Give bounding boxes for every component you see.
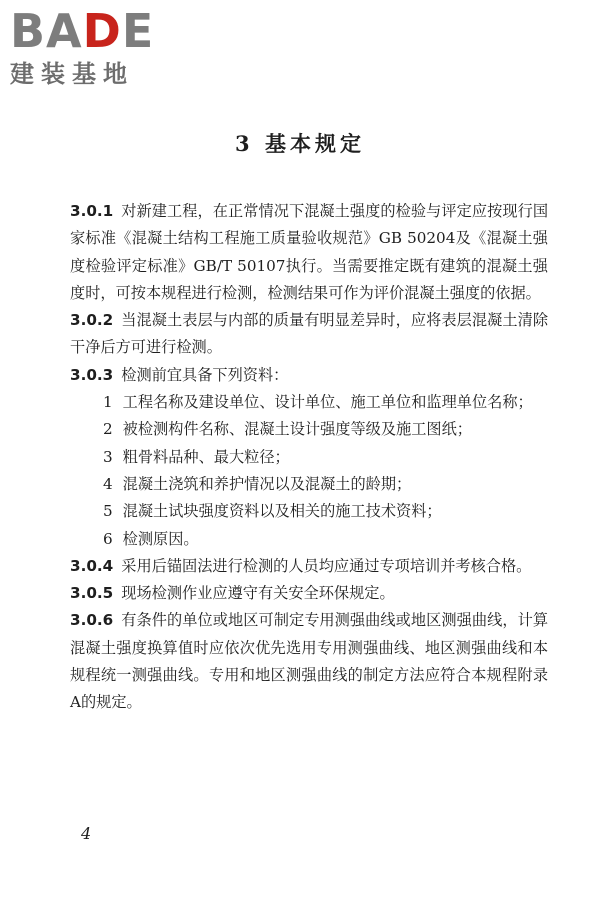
- clause-3-0-5: 3.0.5 现场检测作业应遵守有关安全环保规定。: [70, 584, 395, 603]
- clause-3-0-1: 3.0.1 对新建工程，在正常情况下混凝土强度的检验与评定应按现行国家标准《混凝土结构工程施工质量验收规范》GB 50204及《混凝土强度检验评定标准》GB/T 50107执行。当需要推定既有建筑的混凝土强度时，可按本规程进行检测，检测结果可作为评价混凝土强度的依据。: [70, 202, 548, 302]
- logo-wordmark: BADE: [10, 4, 155, 58]
- list-item: 4 混凝土浇筑和养护情况以及混凝土的龄期；: [103, 474, 412, 493]
- list-item: 6 检测原因。: [103, 529, 199, 548]
- list-item: 2 被检测构件名称、混凝土设计强度等级及施工图纸；: [103, 420, 472, 439]
- clause-3-0-3: 3.0.3 检测前宜具备下列资料：: [70, 365, 289, 384]
- clause-3-0-4: 3.0.4 采用后锚固法进行检测的人员均应通过专项培训并考核合格。: [70, 556, 532, 575]
- list-item: 5 混凝土试块强度资料以及相关的施工技术资料；: [103, 502, 442, 521]
- page-title: 3 基本规定: [235, 131, 365, 156]
- logo-subtitle: 建装基地: [10, 60, 134, 88]
- list-item: 3 粗骨料品种、最大粒径；: [103, 447, 290, 466]
- clause-3-0-2: 3.0.2 当混凝土表层与内部的质量有明显差异时，应将表层混凝土清除干净后方可进行检测。: [70, 311, 548, 357]
- logo: [10, 6, 180, 88]
- clause-3-0-6: 3.0.6 有条件的单位或地区可制定专用测强曲线或地区测强曲线，计算混凝土强度换算值时应依次优先选用专用测强曲线、地区测强曲线和本规程统一测强曲线。专用和地区测强曲线的制定方法应符合本规程附录A的规定。: [70, 611, 548, 712]
- page-number: 4: [81, 824, 92, 843]
- document-body: [70, 198, 548, 717]
- list-item: 1 工程名称及建设单位、设计单位、施工单位和监理单位名称；: [103, 393, 533, 412]
